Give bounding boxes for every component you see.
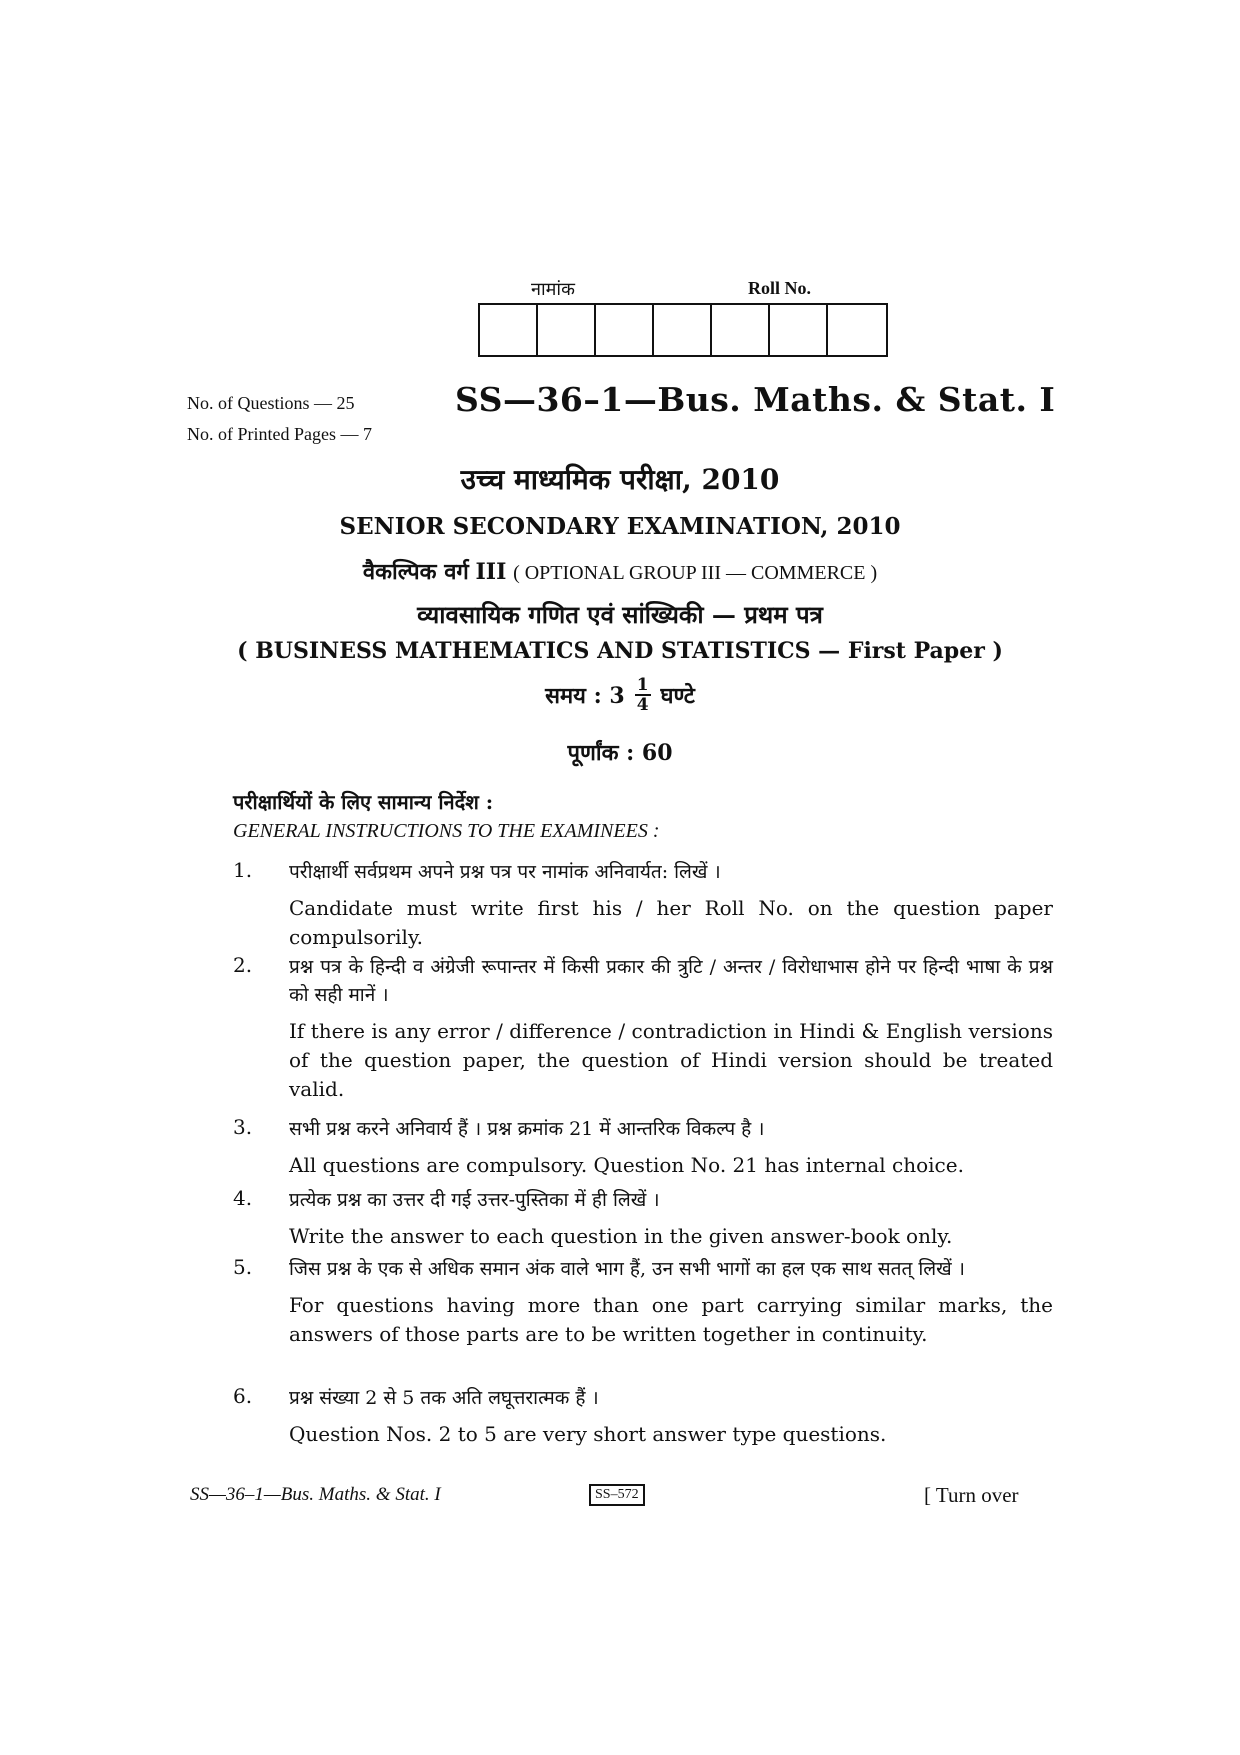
- item-hindi: प्रश्न संख्या 2 से 5 तक अति लघूत्तरात्मक हैं ।: [289, 1387, 599, 1409]
- paper-code-title: SS—36–1—Bus. Maths. & Stat. I: [455, 380, 1056, 419]
- item-english: Question Nos. 2 to 5 are very short answer type questions.: [289, 1422, 887, 1446]
- roll-digit-box[interactable]: [654, 305, 712, 355]
- instruction-item: [233, 953, 1053, 1104]
- item-number: 2.: [233, 953, 253, 977]
- exam-title-english: SENIOR SECONDARY EXAMINATION, 2010: [339, 513, 901, 540]
- time-label: समय : 3: [545, 683, 625, 709]
- footer-paper-code: SS—36–1—Bus. Maths. & Stat. I: [190, 1484, 441, 1505]
- roll-digit-box[interactable]: [712, 305, 770, 355]
- instructions-heading-hindi: परीक्षार्थियों के लिए सामान्य निर्देश :: [233, 790, 494, 814]
- roll-label-english: Roll No.: [748, 278, 811, 298]
- item-number: 4.: [233, 1186, 253, 1210]
- item-hindi: परीक्षार्थी सर्वप्रथम अपने प्रश्न पत्र पर नामांक अनिवार्यत: लिखें ।: [289, 861, 721, 883]
- instruction-item: [233, 858, 1053, 952]
- exam-title-hindi: उच्च माध्यमिक परीक्षा, 2010: [460, 463, 780, 496]
- page-count: No. of Printed Pages — 7: [187, 424, 372, 444]
- item-number: 6.: [233, 1384, 253, 1408]
- fraction-denominator: 4: [636, 695, 649, 715]
- item-english: For questions having more than one part carrying similar marks, the answers of those parts are to be written together in continuity.: [289, 1293, 1053, 1346]
- roll-digit-box[interactable]: [538, 305, 596, 355]
- max-marks: पूर्णांक : 60: [567, 740, 673, 766]
- turn-over-note: [ Turn over: [924, 1483, 1019, 1507]
- instruction-item: [233, 1186, 1053, 1251]
- instruction-item: [233, 1255, 1053, 1349]
- item-number: 5.: [233, 1255, 253, 1279]
- instruction-item: [233, 1384, 1053, 1449]
- optional-group: [0, 556, 1240, 586]
- time-unit: घण्टे: [660, 683, 695, 709]
- item-hindi: सभी प्रश्न करने अनिवार्य हैं । प्रश्न क्रमांक 21 में आन्तरिक विकल्प है ।: [289, 1118, 765, 1140]
- item-english: All questions are compulsory. Question No. 21 has internal choice.: [289, 1153, 964, 1177]
- instructions-heading-english: GENERAL INSTRUCTIONS TO THE EXAMINEES :: [233, 820, 660, 842]
- item-english: If there is any error / difference / contradiction in Hindi & English versions of the question paper, the question of Hindi version should be treated valid.: [289, 1019, 1053, 1101]
- time-allowed: [0, 676, 1240, 714]
- item-english: Write the answer to each question in the given answer-book only.: [289, 1224, 953, 1248]
- group-roman: III: [475, 559, 507, 585]
- fraction-numerator: 1: [636, 675, 649, 695]
- roll-digit-box[interactable]: [480, 305, 538, 355]
- roll-digit-box[interactable]: [770, 305, 828, 355]
- roll-digit-box[interactable]: [596, 305, 654, 355]
- footer-series-code: SS–572: [589, 1484, 645, 1506]
- subject-hindi: व्यावसायिक गणित एवं सांख्यिकी — प्रथम पत्र: [417, 600, 823, 629]
- item-hindi: जिस प्रश्न के एक से अधिक समान अंक वाले भाग हैं, उन सभी भागों का हल एक साथ सतत् लिखें ।: [289, 1258, 965, 1280]
- group-english: ( OPTIONAL GROUP III — COMMERCE ): [513, 562, 878, 584]
- item-hindi: प्रत्येक प्रश्न का उत्तर दी गई उत्तर-पुस्तिका में ही लिखें ।: [289, 1189, 660, 1211]
- time-fraction: [635, 676, 651, 714]
- item-english: Candidate must write first his / her Roll No. on the question paper compulsorily.: [289, 896, 1053, 949]
- instruction-item: [233, 1115, 1053, 1180]
- group-hindi: वैकल्पिक वर्ग: [362, 559, 469, 585]
- item-hindi: प्रश्न पत्र के हिन्दी व अंग्रेजी रूपान्तर में किसी प्रकार की त्रुटि / अन्तर / विरोधाभास होने पर हिन्दी भाषा के प्रश्न को सही मानें ।: [289, 956, 1053, 1006]
- roll-label-hindi: नामांक: [531, 279, 575, 300]
- roll-digit-box[interactable]: [828, 305, 886, 355]
- item-number: 3.: [233, 1115, 253, 1139]
- subject-english: ( BUSINESS MATHEMATICS AND STATISTICS — First Paper ): [237, 638, 1003, 664]
- roll-number-boxes[interactable]: [478, 303, 888, 357]
- question-count: No. of Questions — 25: [187, 393, 355, 413]
- item-number: 1.: [233, 858, 253, 882]
